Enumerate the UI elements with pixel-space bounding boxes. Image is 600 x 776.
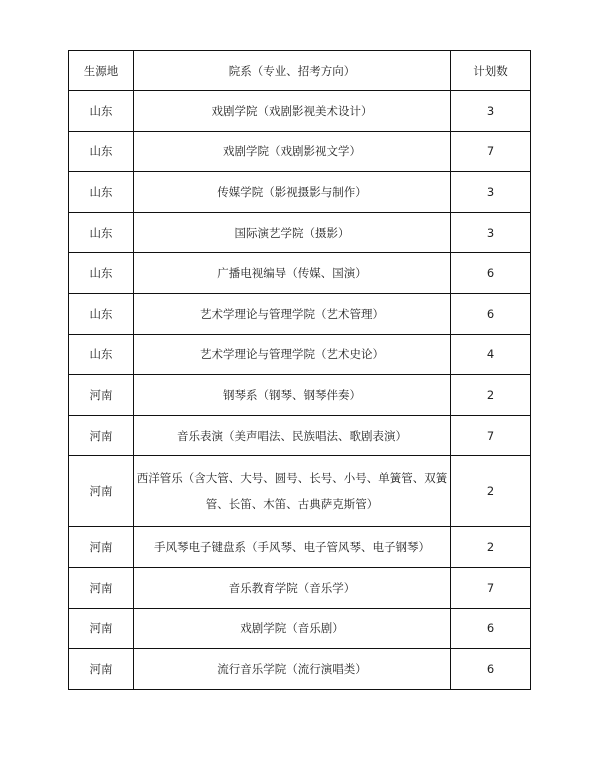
plan-count-cell-text: 2	[486, 540, 495, 555]
department-cell-text: 传媒学院（影视摄影与制作）	[217, 184, 367, 199]
department-cell	[134, 212, 451, 253]
department-cell-text: 戏剧学院（戏剧影视文学）	[223, 144, 361, 159]
header-department: 院系（专业、招考方向）	[134, 51, 451, 91]
origin-cell	[69, 456, 134, 527]
plan-count-cell-text: 2	[486, 484, 495, 499]
plan-count-cell	[451, 212, 531, 253]
department-cell-text: 西洋管乐（含大管、大号、圆号、长号、小号、单簧管、双簧管、长笛、木笛、古典萨克斯管）	[136, 471, 448, 512]
header-plan-count: 计划数	[451, 51, 531, 91]
plan-count-cell	[451, 456, 531, 527]
origin-cell	[69, 567, 134, 608]
table-row	[69, 253, 531, 294]
origin-cell-text: 山东	[89, 225, 113, 240]
department-cell-text: 流行音乐学院（流行演唱类）	[217, 661, 367, 676]
plan-count-cell-text: 6	[486, 306, 495, 321]
table-row	[69, 334, 531, 375]
table-row	[69, 608, 531, 649]
origin-cell	[69, 527, 134, 568]
department-cell-text: 广播电视编导（传媒、国演）	[217, 266, 367, 281]
plan-count-cell	[451, 649, 531, 690]
department-cell-text: 手风琴电子键盘系（手风琴、电子管风琴、电子钢琴）	[154, 540, 430, 555]
department-cell-text: 钢琴系（钢琴、钢琴伴奏）	[223, 387, 361, 402]
origin-cell-text: 河南	[89, 580, 113, 595]
origin-cell	[69, 375, 134, 416]
department-cell	[134, 567, 451, 608]
origin-cell-text: 河南	[89, 621, 113, 636]
origin-cell	[69, 91, 134, 132]
plan-count-cell-text: 6	[486, 266, 495, 281]
plan-count-cell-text: 7	[486, 580, 495, 595]
origin-cell	[69, 415, 134, 456]
plan-count-cell-text: 3	[486, 225, 495, 240]
plan-count-cell	[451, 91, 531, 132]
origin-cell-text: 河南	[89, 428, 113, 443]
origin-cell-text: 河南	[89, 661, 113, 676]
plan-count-cell-text: 6	[486, 661, 495, 676]
origin-cell-text: 山东	[89, 184, 113, 199]
origin-cell	[69, 253, 134, 294]
department-cell	[134, 527, 451, 568]
table-row	[69, 649, 531, 690]
plan-count-cell	[451, 172, 531, 213]
department-cell	[134, 172, 451, 213]
table-header-row	[69, 51, 531, 91]
department-cell-text: 戏剧学院（音乐剧）	[240, 621, 344, 636]
department-cell-text: 艺术学理论与管理学院（艺术史论）	[200, 347, 384, 362]
origin-cell-text: 山东	[89, 266, 113, 281]
table-row	[69, 415, 531, 456]
plan-count-cell	[451, 567, 531, 608]
table-row	[69, 456, 531, 527]
plan-count-cell-text: 2	[486, 387, 495, 402]
origin-cell-text: 山东	[89, 306, 113, 321]
plan-count-cell-text: 3	[486, 103, 495, 118]
header-origin: 生源地	[69, 51, 134, 91]
department-cell	[134, 131, 451, 172]
department-cell	[134, 293, 451, 334]
plan-count-cell	[451, 375, 531, 416]
department-cell-text: 音乐表演（美声唱法、民族唱法、歌剧表演）	[177, 428, 407, 443]
origin-cell	[69, 293, 134, 334]
plan-count-cell	[451, 415, 531, 456]
plan-count-cell-text: 7	[486, 428, 495, 443]
origin-cell	[69, 131, 134, 172]
department-cell-text: 音乐教育学院（音乐学）	[228, 580, 356, 595]
plan-count-cell-text: 7	[486, 144, 495, 159]
origin-cell-text: 河南	[89, 387, 113, 402]
table-row	[69, 131, 531, 172]
plan-count-cell	[451, 527, 531, 568]
origin-cell	[69, 649, 134, 690]
origin-cell-text: 河南	[89, 484, 113, 499]
table-row	[69, 567, 531, 608]
origin-cell-text: 山东	[89, 144, 113, 159]
department-cell	[134, 253, 451, 294]
origin-cell-text: 山东	[89, 103, 113, 118]
department-cell	[134, 91, 451, 132]
plan-count-cell	[451, 608, 531, 649]
origin-cell	[69, 608, 134, 649]
table-row	[69, 91, 531, 132]
table-row	[69, 375, 531, 416]
plan-count-cell-text: 4	[486, 347, 495, 362]
origin-cell	[69, 334, 134, 375]
department-cell	[134, 334, 451, 375]
origin-cell-text: 河南	[89, 540, 113, 555]
plan-count-cell	[451, 253, 531, 294]
enrollment-plan-table	[68, 50, 531, 690]
table-row	[69, 172, 531, 213]
table-row	[69, 212, 531, 253]
department-cell-text: 国际演艺学院（摄影）	[234, 225, 350, 240]
department-cell	[134, 375, 451, 416]
plan-count-cell	[451, 131, 531, 172]
department-cell	[134, 415, 451, 456]
department-cell	[134, 456, 451, 527]
table-row	[69, 293, 531, 334]
origin-cell	[69, 212, 134, 253]
department-cell	[134, 649, 451, 690]
table-row	[69, 527, 531, 568]
plan-count-cell	[451, 334, 531, 375]
department-cell-text: 戏剧学院（戏剧影视美术设计）	[211, 103, 373, 118]
origin-cell	[69, 172, 134, 213]
plan-count-cell-text: 3	[486, 184, 495, 199]
department-cell-text: 艺术学理论与管理学院（艺术管理）	[200, 306, 384, 321]
department-cell	[134, 608, 451, 649]
plan-count-cell-text: 6	[486, 621, 495, 636]
origin-cell-text: 山东	[89, 347, 113, 362]
plan-count-cell	[451, 293, 531, 334]
